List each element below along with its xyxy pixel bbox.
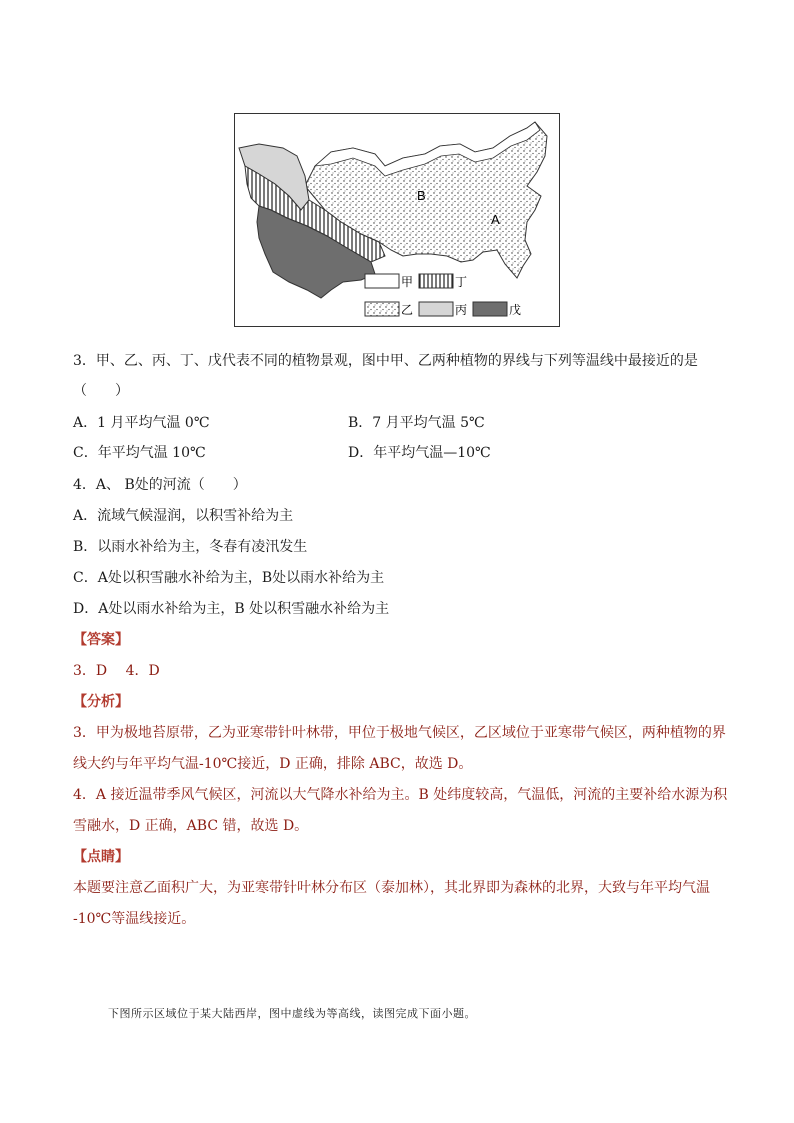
legend-swatch-wu: [473, 302, 507, 316]
legend-swatch-ding: [419, 274, 453, 288]
q4-option-c: C．A处以积雪融水补给为主，B处以雨水补给为主: [73, 570, 385, 586]
q3-option-a: A．1 月平均气温 0℃: [73, 415, 210, 431]
tip-line2: -10℃等温线接近。: [73, 911, 196, 927]
map-svg: [235, 114, 561, 328]
analysis-q3-line2: 线大约与年平均气温-10℃接近，D 正确，排除 ABC，故选 D。: [73, 756, 473, 772]
q4-option-a: A．流域气候湿润，以积雪补给为主: [73, 508, 294, 524]
answer-heading: 【答案】: [73, 632, 129, 648]
q3-option-b: B．7 月平均气温 5℃: [348, 415, 485, 431]
analysis-heading: 【分析】: [73, 694, 129, 710]
legend-ding: 丁: [455, 275, 468, 289]
q4-option-b: B．以雨水补给为主，冬春有凌汛发生: [73, 539, 308, 555]
legend-swatch-bing: [419, 302, 453, 316]
russia-vegetation-map: [234, 113, 560, 327]
tip-heading: 【点睛】: [73, 849, 129, 865]
q3-option-c: C．年平均气温 10℃: [73, 445, 206, 461]
q4-option-d: D．A处以雨水补给为主，B 处以积雪融水补给为主: [73, 601, 390, 617]
map-label-a: A: [491, 212, 500, 227]
q3-option-d: D．年平均气温—10℃: [348, 445, 491, 461]
analysis-q4-line1: 4．A 接近温带季风气候区，河流以大气降水补给为主。B 处纬度较高，气温低，河流的主要补给水源为积: [73, 787, 728, 803]
next-intro: 下图所示区域位于某大陆西岸，图中虚线为等高线，读图完成下面小题。: [108, 1007, 476, 1020]
legend-bing: 丙: [455, 303, 468, 317]
answer-text: 3．D 4．D: [73, 663, 160, 679]
legend-swatch-yi: [365, 302, 399, 316]
legend-wu: 戊: [509, 303, 522, 317]
q3-stem: 3．甲、乙、丙、丁、戊代表不同的植物景观，图中甲、乙两种植物的界线与下列等温线中最接近的是: [73, 353, 698, 369]
map-label-b: B: [417, 188, 426, 203]
legend-jia: 甲: [401, 275, 414, 289]
analysis-q3-line1: 3．甲为极地苔原带，乙为亚寒带针叶林带，甲位于极地气候区，乙区域位于亚寒带气候区，两种植物的界: [73, 725, 726, 741]
legend-yi: 乙: [401, 303, 414, 317]
tip-line1: 本题要注意乙面积广大，为亚寒带针叶林分布区（泰加林），其北界即为森林的北界，大致与年平均气温: [73, 880, 710, 896]
q3-paren: （ ）: [73, 383, 129, 399]
analysis-q4-line2: 雪融水，D 正确，ABC 错，故选 D。: [73, 818, 309, 834]
q4-stem: 4．A、 B处的河流（ ）: [73, 477, 247, 493]
legend-swatch-jia: [365, 274, 399, 288]
